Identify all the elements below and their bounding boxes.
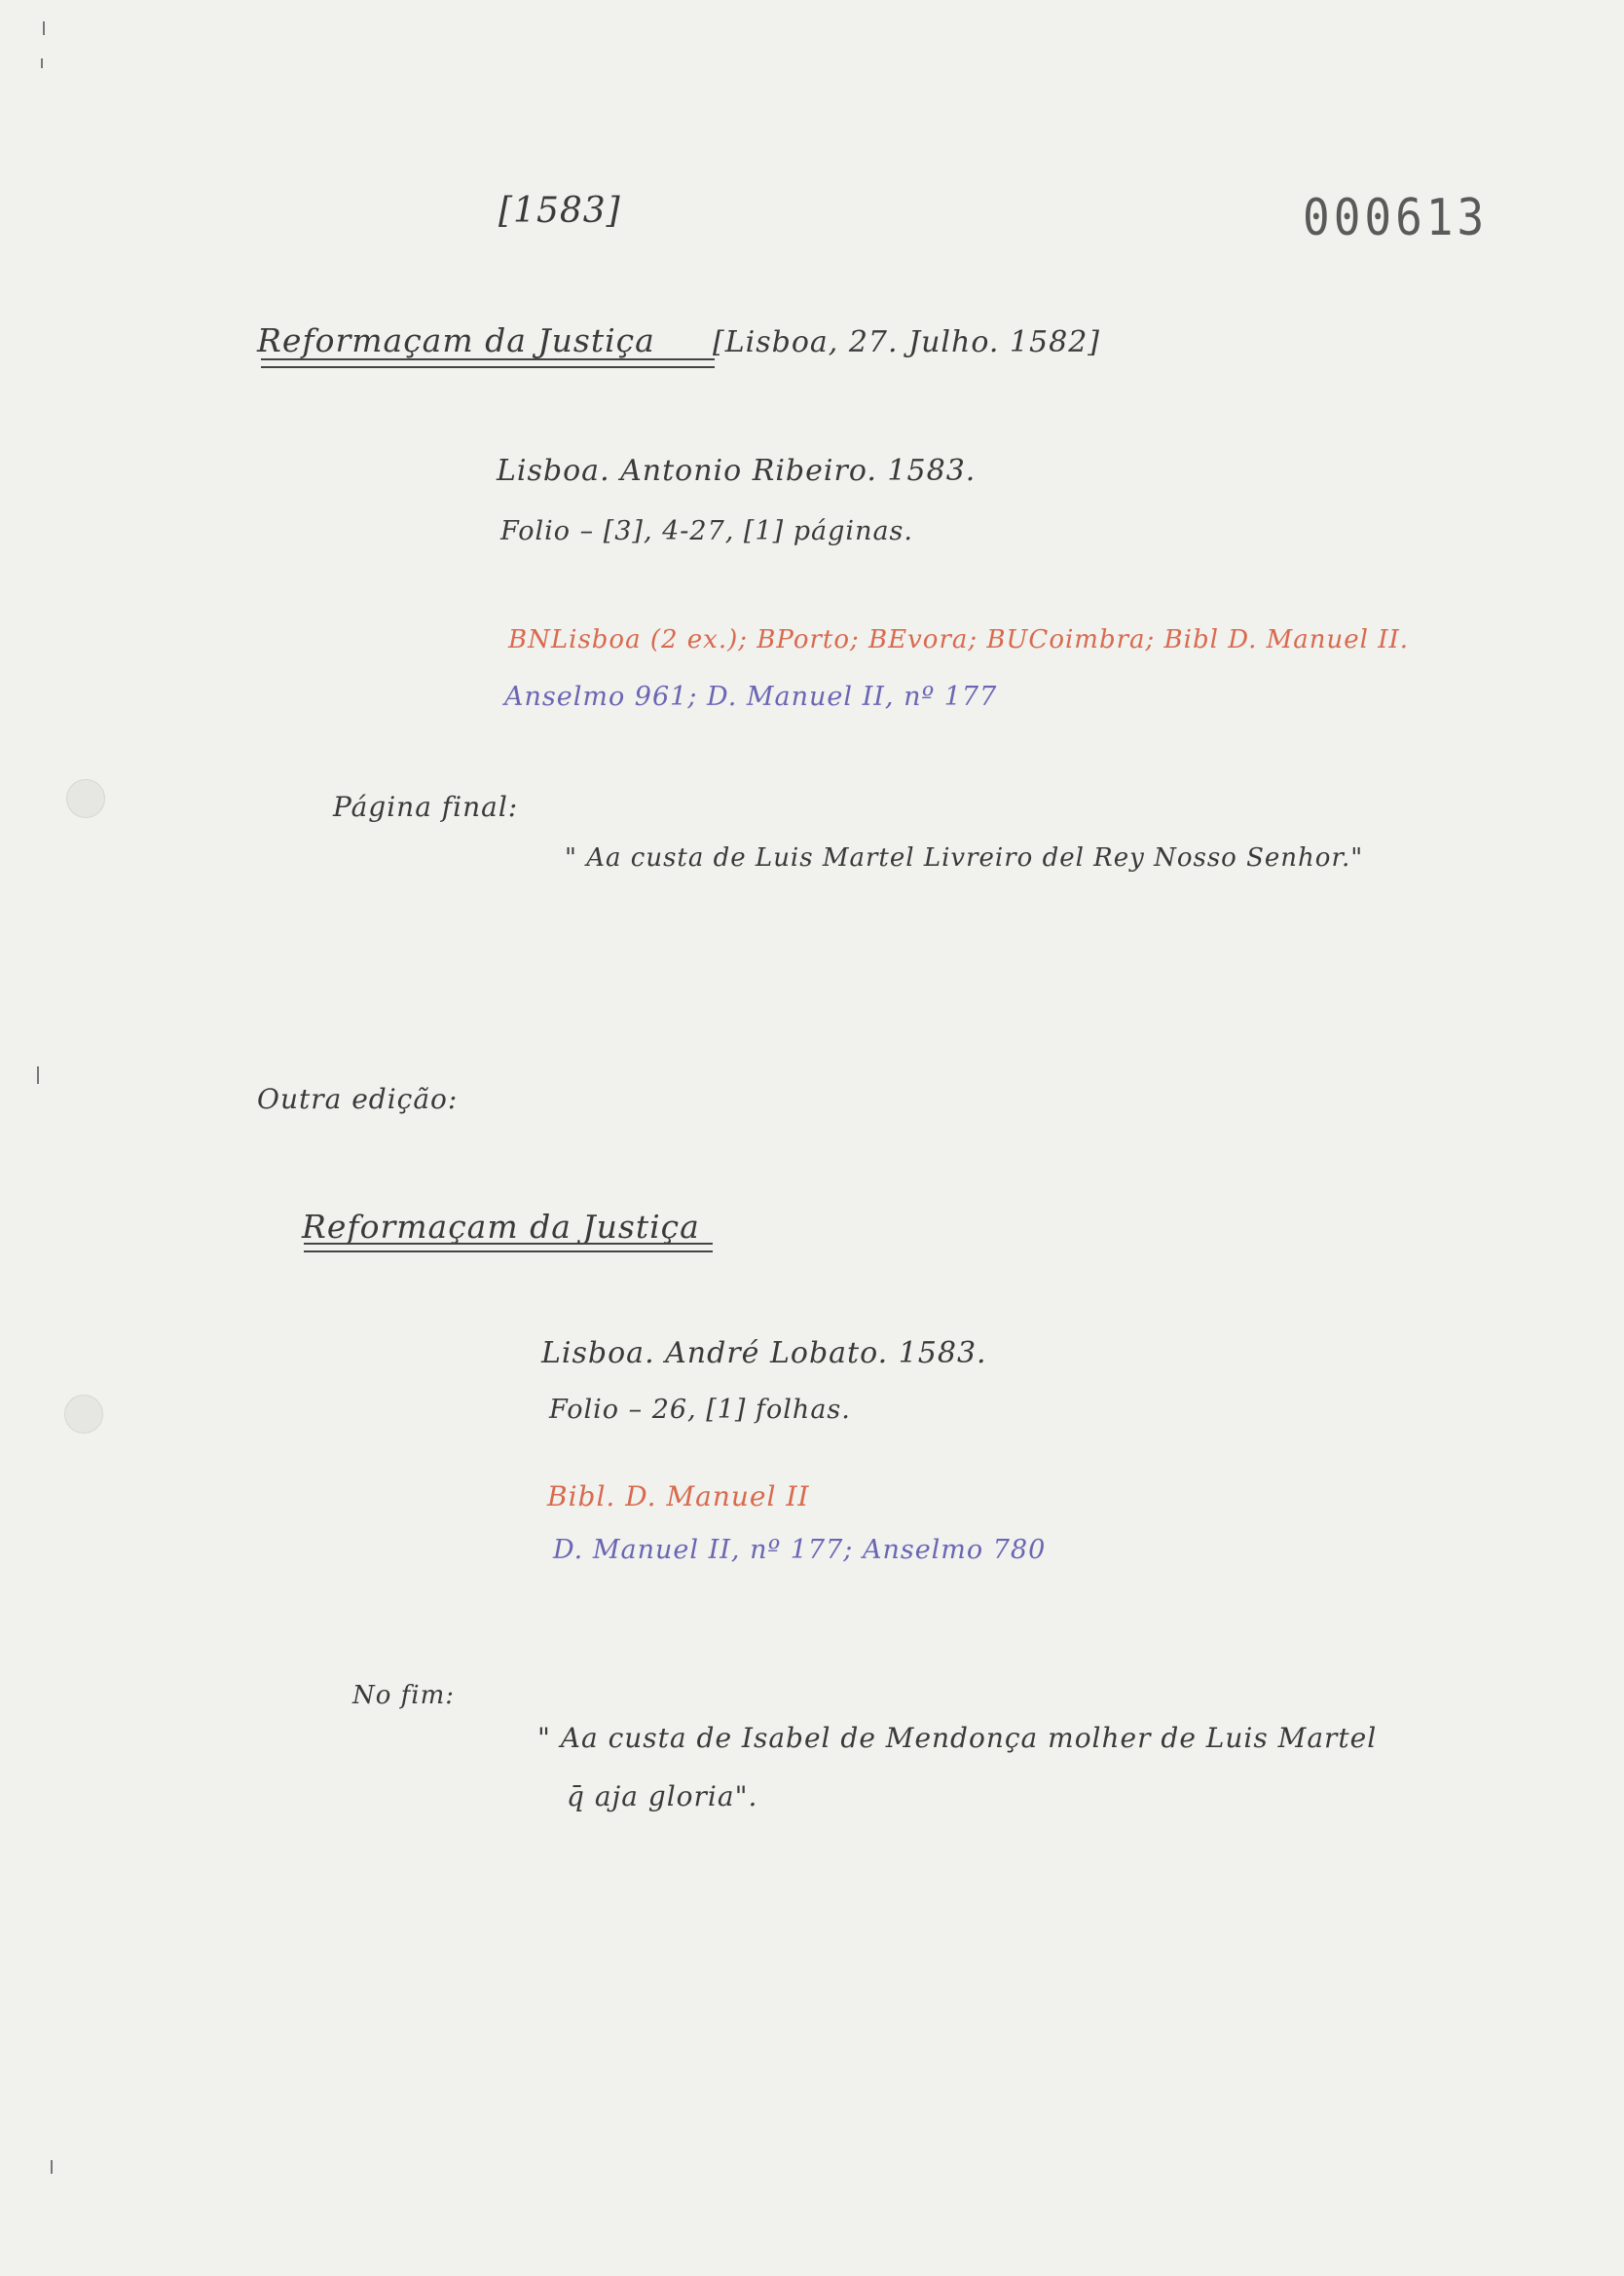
entry2-colophon-line1: " Aa custa de Isabel de Mendonça molher de Luis Martel <box>537 1722 1378 1754</box>
punch-hole-bottom <box>64 1395 103 1434</box>
entry2-collation: Folio – 26, [1] folhas. <box>549 1395 851 1425</box>
entry2-end-label: No fim: <box>352 1681 456 1710</box>
margin-mark <box>41 58 43 68</box>
margin-mark <box>37 1066 39 1084</box>
punch-hole-top <box>66 779 105 818</box>
entry1-title-note: [Lisboa, 27. Julho. 1582] <box>713 325 1101 359</box>
entry1-final-page-label: Página final: <box>333 791 519 823</box>
entry1-colophon: " Aa custa de Luis Martel Livreiro del Rey Nosso Senhor." <box>565 843 1364 873</box>
entry2-colophon-line2: q̄ aja gloria". <box>567 1780 758 1812</box>
entry1-holdings: BNLisboa (2 ex.); BPorto; BEvora; BUCoimbra; Bibl D. Manuel II. <box>508 625 1410 654</box>
entry2-holdings: Bibl. D. Manuel II <box>547 1480 810 1512</box>
year-heading: [1583] <box>498 191 621 231</box>
entry2-title-underline <box>304 1243 713 1252</box>
entry1-references: Anselmo 961; D. Manuel II, nº 177 <box>504 682 998 712</box>
entry1-collation: Folio – [3], 4-27, [1] páginas. <box>500 516 913 546</box>
entry2-title: Reformaçam da Justiça <box>302 1208 700 1246</box>
entry2-imprint: Lisboa. André Lobato. 1583. <box>541 1336 987 1370</box>
entry1-imprint: Lisboa. Antonio Ribeiro. 1583. <box>497 454 977 488</box>
margin-mark <box>43 21 45 35</box>
entry1-title: Reformaçam da Justiça <box>257 321 655 359</box>
margin-mark <box>51 2160 53 2174</box>
entry1-title-underline <box>261 358 715 368</box>
entry2-references: D. Manuel II, nº 177; Anselmo 780 <box>553 1535 1047 1565</box>
other-editions-label: Outra edição: <box>257 1083 459 1115</box>
document-number-stamp: 000613 <box>1303 187 1489 247</box>
